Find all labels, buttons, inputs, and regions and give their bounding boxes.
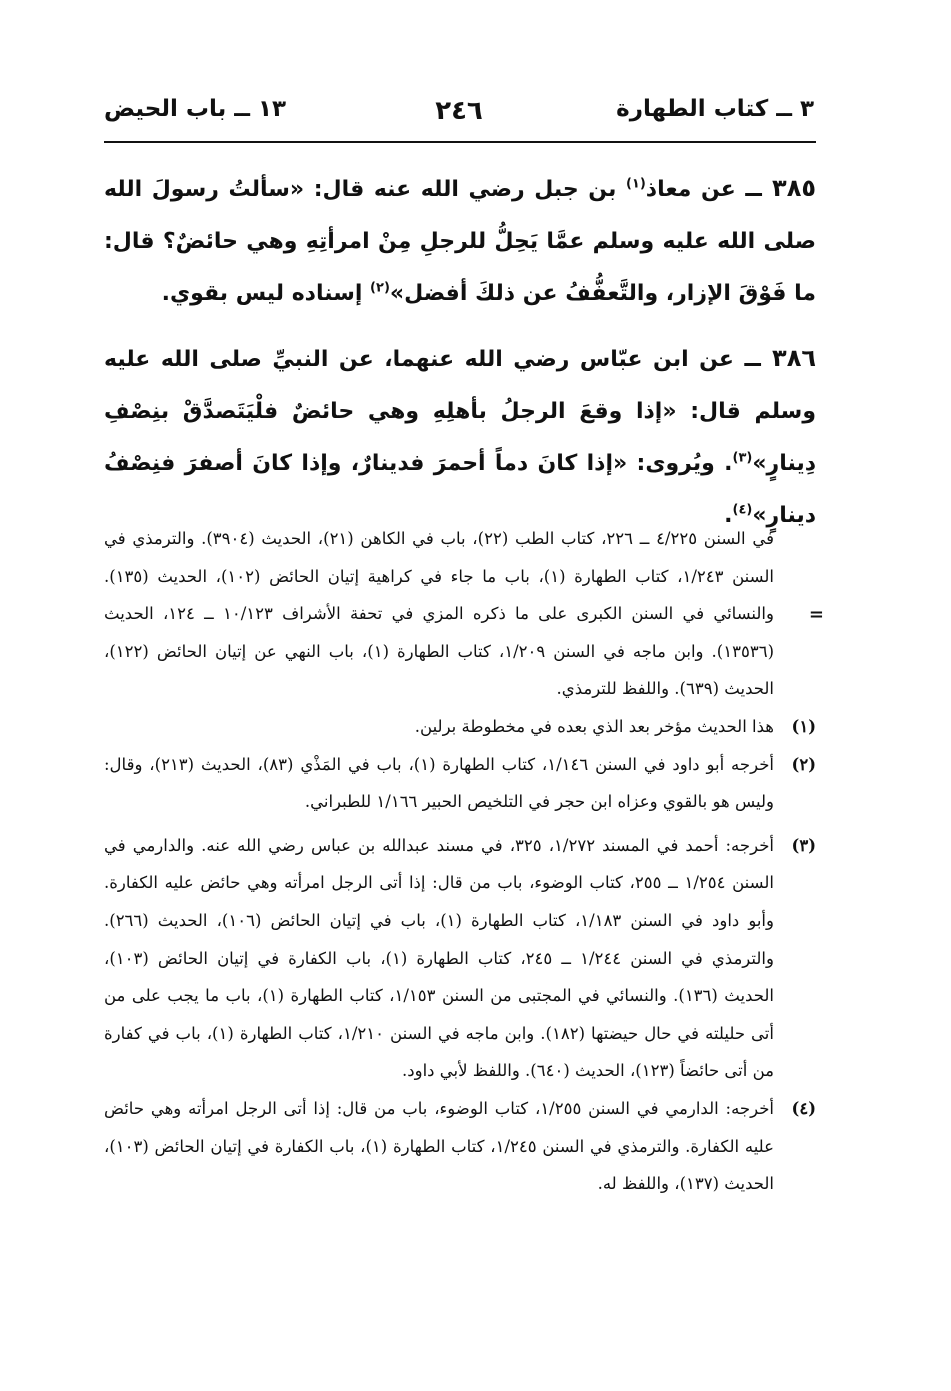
footnote-continuation xyxy=(104,520,824,708)
hadith-text: بن جبل رضي الله عنه قال: «سألتُ رسولَ الله صلى الله عليه وسلم عمَّا يَحِلُّ للرجلِ مِنْ امرأتِهِ وهي حائضٌ؟ قال: ما فَوْقَ الإزار، والتَّعفُّفُ عن ذلكَ أفضل» xyxy=(104,177,816,306)
chapter-title-right: ٣ ــ كتاب الطهارة xyxy=(616,96,814,122)
footnote-number: (١) xyxy=(791,716,816,736)
footnote-text: هذا الحديث مؤخر بعد الذي بعده في مخطوطة برلين. xyxy=(414,716,774,736)
footnote-text: أخرجه أبو داود في السنن ١/١٤٦، كتاب الطهارة (١)، باب في المَذْي (٨٣)، الحديث (٢١٣)، وقال: وليس هو بالقوي وعزاه ابن حجر في التلخيص الحبير ١/١٦٦ للطبراني. xyxy=(104,754,774,812)
footnotes xyxy=(104,520,824,1203)
footnote-1 xyxy=(104,708,816,746)
footnote-number: (٢) xyxy=(791,754,816,774)
page-number: ٢٤٦ xyxy=(435,96,483,126)
footnote-ref: (٤) xyxy=(732,502,753,518)
hadith-text: . ويُروى: «إذا كانَ دماً أحمرَ فدينارٌ، وإذا كانَ أصفرَ فنِصْفُ دينارٍ» xyxy=(104,451,816,528)
chapter-title-left: ١٣ ــ باب الحيض xyxy=(104,96,287,122)
footnote-number: (٣) xyxy=(791,835,816,855)
continuation-mark: = xyxy=(808,604,824,625)
hadith-text: عن ابن عبّاس رضي الله عنهما، عن النبيِّ صلى الله عليه وسلم قال: «إذا وقعَ الرجلُ بأهلِهِ وهي حائضٌ فلْيَتَصدَّقْ بنِصْفِ دِينارٍ» xyxy=(104,347,816,476)
footnote-number: (٤) xyxy=(791,1098,816,1118)
footnote-text: أخرجه: أحمد في المسند ١/٢٧٢، ٣٢٥، في مسند عبدالله بن عباس رضي الله عنه. والدارمي في السنن ١/٢٥٤ ــ ٢٥٥، كتاب الوضوء، باب من قال: إذا أتى الرجل امرأته وهي حائض عليه الكفارة. وأبو داود في السنن ١/١٨٣، كتاب الطهارة (١)، باب في إتيان الحائض (١٠٦)، الحديث (٢٦٦). والترمذي في السنن ١/٢٤٤ ــ ٢٤٥، كتاب الطهارة (١)، باب الكفارة في إتيان الحائض (١٠٣)، الحديث (١٣٦). والنسائي في المجتبى من السنن ١/١٥٣، كتاب الطهارة (١)، باب ما يجب على من أتى حليلته في حال حيضتها (١٨٢). وابن ماجه في السنن ١/٢١٠، كتاب الطهارة (١)، باب في كفارة من أتى حائضاً (١٢٣)، الحديث (٦٤٠). واللفظ لأبي داود. xyxy=(104,835,774,1081)
running-header xyxy=(104,96,814,132)
hadith-text: عن معاذ xyxy=(645,177,746,202)
header-divider xyxy=(104,141,816,143)
main-text xyxy=(104,162,816,554)
footnote-ref: (٢) xyxy=(370,280,390,296)
footnote-text: في السنن ٤/٢٢٥ ــ ٢٢٦، كتاب الطب (٢٢)، باب في الكاهن (٢١)، الحديث (٣٩٠٤). والترمذي في السنن ١/٢٤٣، كتاب الطهارة (١)، باب ما جاء في كراهية إتيان الحائض (١٠٢)، الحديث (١٣٥). والنسائي في السنن الكبرى على ما ذكره المزي في تحفة الأشراف ١٠/١٢٣ ــ ١٢٤، الحديث (١٣٥٣٦). وابن ماجه في السنن ١/٢٠٩، كتاب الطهارة (١)، باب النهي عن إتيان الحائض (١٢٢)، الحديث (٦٣٩). واللفظ للترمذي. xyxy=(104,529,774,699)
hadith-number: ٣٨٦ ــ xyxy=(744,344,816,372)
hadith-text: إسناده ليس بقوي. xyxy=(161,281,371,306)
hadith-text: . xyxy=(724,503,733,528)
footnote-text: أخرجه: الدارمي في السنن ١/٢٥٥، كتاب الوضوء، باب من قال: إذا أتى الرجل امرأته وهي حائض عليه الكفارة. والترمذي في السنن ١/٢٤٥، كتاب الطهارة (١)، باب الكفارة في إتيان الحائض (١٠٣)، الحديث (١٣٧)، واللفظ له. xyxy=(104,1098,775,1194)
footnote-2 xyxy=(104,746,816,821)
hadith-385 xyxy=(104,162,816,320)
hadith-number: ٣٨٥ ــ xyxy=(745,174,816,202)
footnote-ref: (١) xyxy=(625,176,646,192)
hadith-386 xyxy=(104,332,816,542)
footnote-4 xyxy=(104,1090,816,1203)
footnote-3 xyxy=(104,827,816,1090)
footnote-ref: (٣) xyxy=(732,450,753,466)
